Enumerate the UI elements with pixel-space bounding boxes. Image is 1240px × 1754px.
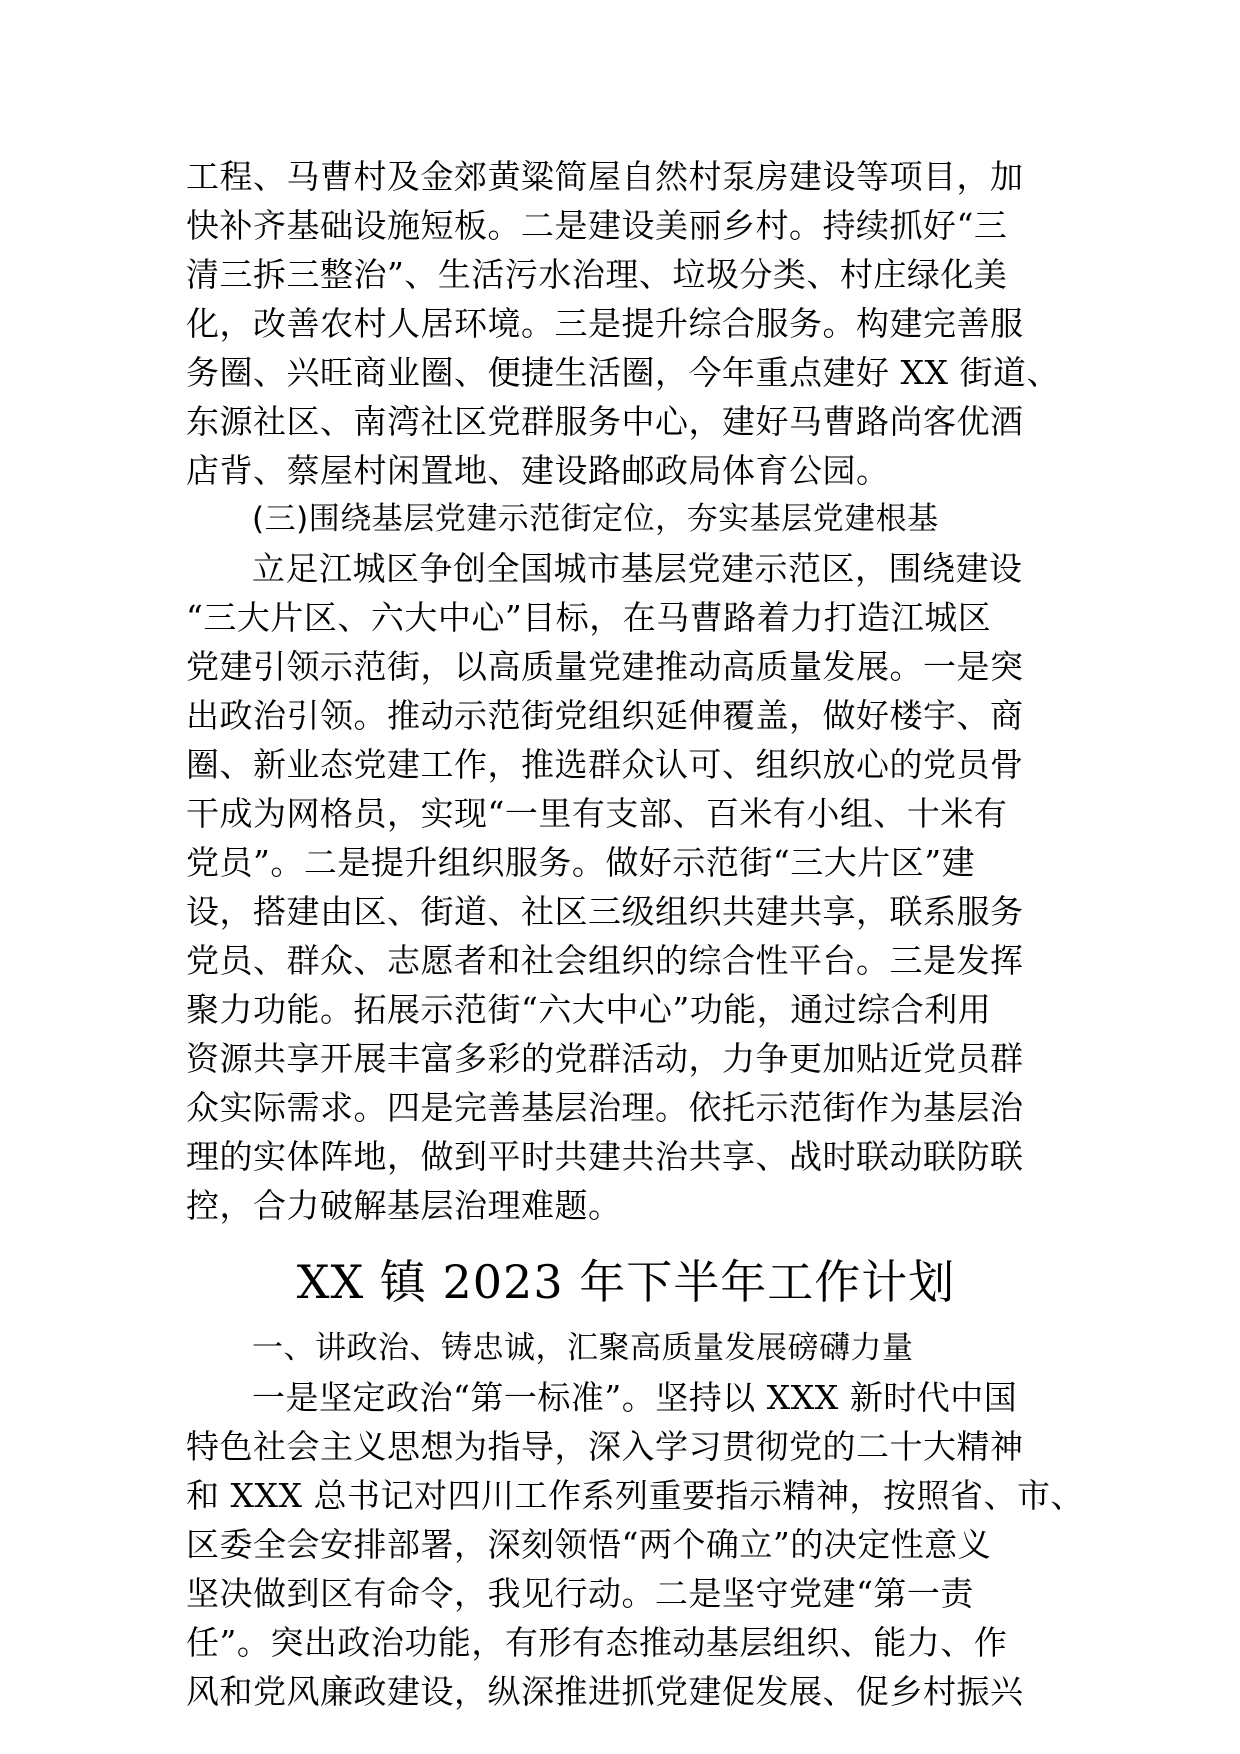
body-text-line: 东源社区、南湾社区党群服务中心，建好马曹路尚客优酒 <box>186 402 1024 441</box>
body-text-line: 圈、新业态党建工作，推选群众认可、组织放心的党员骨 <box>186 745 1024 784</box>
body-text-line: 理的实体阵地，做到平时共建共治共享、战时联动联防联 <box>186 1137 1024 1176</box>
body-text-line: 务圈、兴旺商业圈、便捷生活圈，今年重点建好 XX 街道、 <box>186 353 1060 392</box>
body-text-line: 快补齐基础设施短板。二是建设美丽乡村。持续抓好“三 <box>186 206 1008 245</box>
body-text-line: 党员、群众、志愿者和社会组织的综合性平台。三是发挥 <box>186 941 1024 980</box>
body-text-line: 特色社会主义思想为指导，深入学习贯彻党的二十大精神 <box>186 1427 1024 1466</box>
document-title: XX 镇 2023 年下半年工作计划 <box>296 1255 956 1309</box>
body-text-line: 众实际需求。四是完善基层治理。依托示范街作为基层治 <box>186 1088 1024 1127</box>
body-text-line: 干成为网格员，实现“一里有支部、百米有小组、十米有 <box>186 794 1008 833</box>
body-text-line: “三大片区、六大中心”目标，在马曹路着力打造江城区 <box>186 598 992 637</box>
body-text-line: 资源共享开展丰富多彩的党群活动，力争更加贴近党员群 <box>186 1039 1024 1078</box>
body-text-line: 清三拆三整治”、生活污水治理、垃圾分类、村庄绿化美 <box>186 255 1008 294</box>
body-text-line: 店背、蔡屋村闲置地、建设路邮政局体育公园。 <box>186 451 890 490</box>
body-text-line: 控，合力破解基层治理难题。 <box>186 1186 622 1225</box>
section-1-heading: 一、讲政治、铸忠诚，汇聚高质量发展磅礴力量 <box>252 1330 914 1366</box>
body-text-line: 设，搭建由区、街道、社区三级组织共建共享，联系服务 <box>186 892 1024 931</box>
body-text-line: 聚力功能。拓展示范街“六大中心”功能，通过综合利用 <box>186 990 992 1029</box>
body-text-line: 区委全会安排部署，深刻领悟“两个确立”的决定性意义 <box>186 1525 992 1564</box>
body-text-line: 工程、马曹村及金郊黄粱简屋自然村泵房建设等项目，加 <box>186 157 1024 196</box>
body-text-line: 党建引领示范街，以高质量党建推动高质量发展。一是突 <box>186 647 1024 686</box>
paragraph-first-line: 立足江城区争创全国城市基层党建示范区，围绕建设 <box>252 549 1023 588</box>
body-text-line: 坚决做到区有命令，我见行动。二是坚守党建“第一责 <box>186 1574 974 1613</box>
paragraph-first-line: 一是坚定政治“第一标准”。坚持以 XXX 新时代中国 <box>252 1378 1018 1417</box>
body-text-line: 任”。突出政治功能，有形有态推动基层组织、能力、作 <box>186 1623 1008 1662</box>
body-text-line: 和 XXX 总书记对四川工作系列重要指示精神，按照省、市、 <box>186 1476 1084 1515</box>
document-body <box>186 152 1084 1716</box>
body-text-line: 风和党风廉政建设，纵深推进抓党建促发展、促乡村振兴 <box>186 1672 1024 1711</box>
body-text-line: 党员”。二是提升组织服务。做好示范街“三大片区”建 <box>186 843 976 882</box>
section-3-heading: (三)围绕基层党建示范街定位，夯实基层党建根基 <box>252 501 939 537</box>
body-text-line: 出政治引领。推动示范街党组织延伸覆盖，做好楼宇、商 <box>186 696 1024 735</box>
body-text-line: 化，改善农村人居环境。三是提升综合服务。构建完善服 <box>186 304 1024 343</box>
